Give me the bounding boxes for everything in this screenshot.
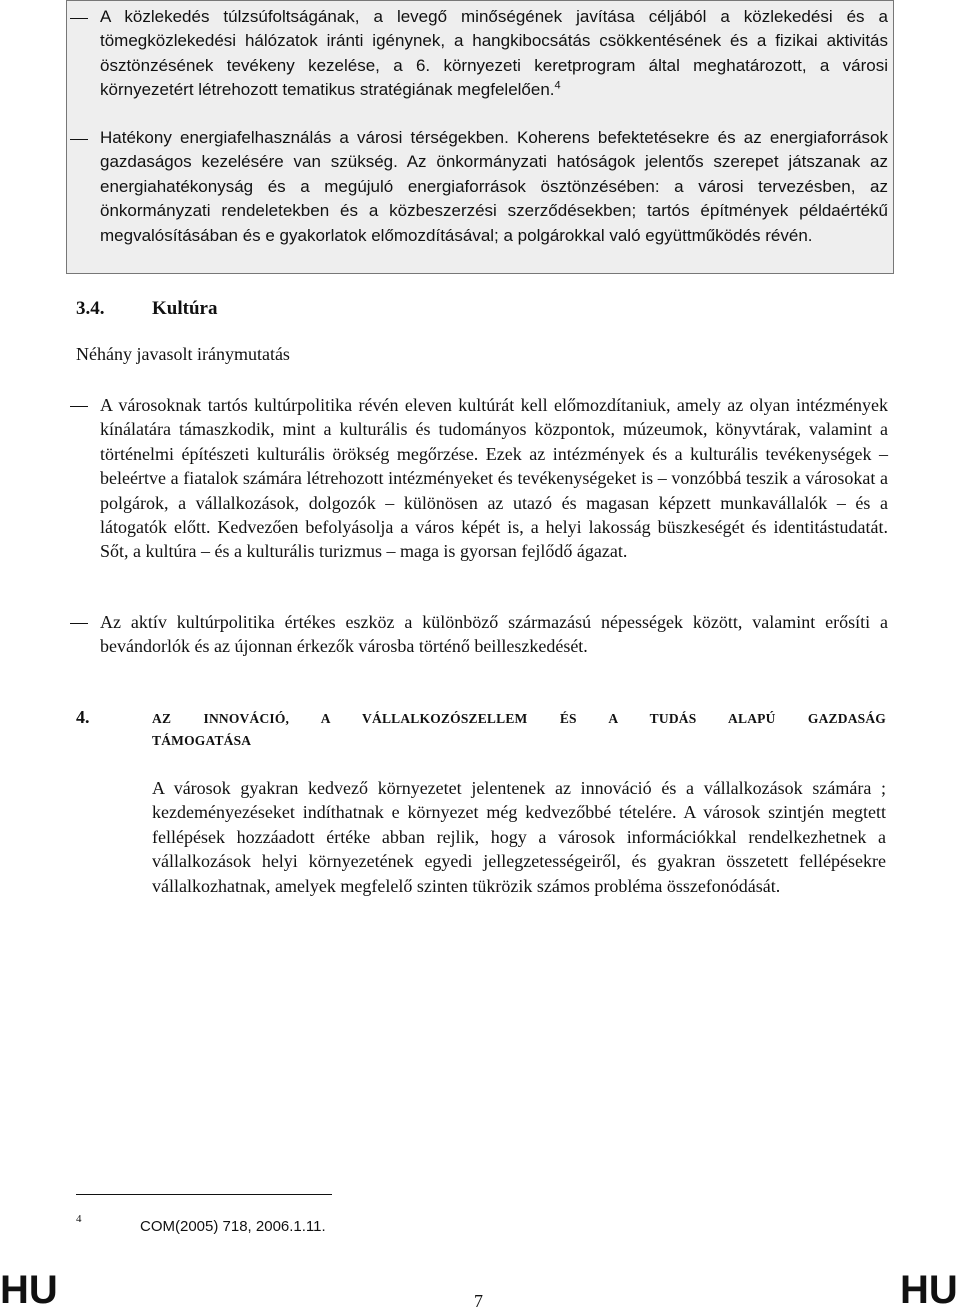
footer-lang-right: HU xyxy=(900,1268,958,1312)
footnote-rule xyxy=(76,1194,332,1195)
section-title: Kultúra xyxy=(152,298,218,319)
chapter-number: 4. xyxy=(76,707,90,727)
footnote-text: COM(2005) 718, 2006.1.11. xyxy=(140,1218,326,1235)
guidance-title: Néhány javasolt iránymutatás xyxy=(76,344,290,364)
culture-item-text: Az aktív kultúrpolitika értékes eszköz a különböző származású népességek között, valamint erősíti a bevándorlók és az újonnan érkezők városba történő beilleszkedését. xyxy=(100,612,888,657)
section-number: 3.4. xyxy=(76,298,105,319)
chapter-paragraph: A városok gyakran kedvező környezetet jelentenek az innováció és a vállalkozások számára ; kezdeményezéseket indíthatnak e környezet még kedvezőbbé tételére. A városok szintjén megtett fellépések hozzáadott értéke abban rejlik, hogy a városok információkkal rendelkezhetnek a vállalkozások helyi környezetének egyedi jellegzetességeiről, és gyakran összetett fellépésekre vállalkozhatnak, amelyek megfelelő szinten tükrözik számos probléma összefonódását. xyxy=(152,778,886,896)
footnote-reference: 4 xyxy=(554,79,561,92)
box-item-text: A közlekedés túlzsúfoltságának, a levegő minőségének javítása céljából a közlekedési és a tömegközlekedési hálózatok iránti igénynek, a hangkibocsátás csökkentésének és a fizikai aktivitás ösztönzésének tevékeny kezelése, a 6. környezeti keretprogram által meghatározott, a városi környezetért létrehozott tematikus stratégiának megfelelően.$^4$ xyxy=(100,7,888,100)
dash-bullet xyxy=(70,406,88,407)
dash-bullet xyxy=(70,18,88,19)
chapter-title-line2: TÁMOGATÁSA xyxy=(152,733,252,748)
footer-lang-left: HU xyxy=(0,1268,58,1312)
dash-bullet xyxy=(70,139,88,140)
page-number: 7 xyxy=(474,1291,483,1311)
chapter-title-line1: AZ INNOVÁCIÓ, A VÁLLALKOZÓSZELLEM ÉS A TUDÁS ALAPÚ GAZDASÁG xyxy=(152,711,886,726)
box-item-text: Hatékony energiafelhasználás a városi térségekben. Koherens befektetésekre és az energiaforrások gazdaságos kezelésére van szükség. Az önkormányzati hatóságok jelentős szerepet játszanak az energiahatékonyság és a megújuló energiaforrások ösztönzésében: a városi tervezésben, az önkormányzati rendeletekben és a közbeszerzési szerződésekben; tartós építmények példaértékű megvalósításában és e gyakorlatok előmozdításával; a polgárokkal való együttműködés révén. xyxy=(100,128,888,245)
dash-bullet xyxy=(70,623,88,624)
footnote-mark: 4 xyxy=(76,1213,82,1225)
culture-item-text: A városoknak tartós kultúrpolitika révén eleven kultúrát kell előmozdítaniuk, amely az olyan intézmények kínálatára támaszkodik, mint a kulturális és tudományos központok, múzeumok, könyvtárak, valamint a történelmi építészeti kulturális örökség megőrzése. Ezek az intézmények és a kulturális tevékenységek – beleértve a fiatalok számára létrehozott intézményeket és tevékenységeket is – vonzóbbá teszik a városokat a polgárok, a vállalkozások, dolgozók – különösen az utazó és magasan képzett munkavállalók – és a látogatók előtt. Kedvezően befolyásolja a város képét is, a helyi lakosság büszkeségét és identitástudatát. Sőt, a kultúra – és a kulturális turizmus – maga is gyorsan fejlődő ágazat. xyxy=(100,395,888,562)
